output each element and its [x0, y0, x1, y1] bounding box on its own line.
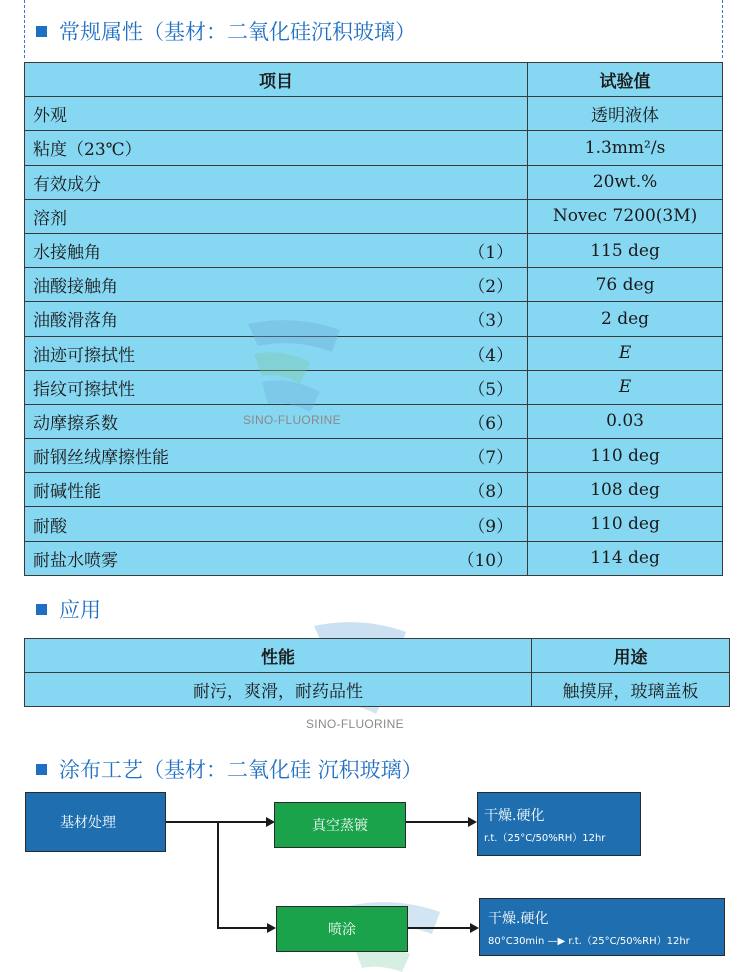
- flow-spray-box: 喷涂: [276, 906, 408, 952]
- watermark-text: SINO-FLUORINE: [306, 717, 404, 731]
- item-footnote-number: （1）: [468, 243, 514, 264]
- watermark-text: SINO-FLUORINE: [243, 413, 341, 427]
- header-item: 项目: [25, 63, 528, 97]
- bullet-square-icon: [36, 764, 47, 775]
- item-footnote-number: （2）: [468, 277, 514, 298]
- table-row: [25, 370, 723, 404]
- item-label: 耐盐水喷雾: [33, 550, 118, 571]
- item-label: 动摩擦系数: [33, 413, 118, 434]
- flow-vacuum-deposition-box: 真空蒸镀: [274, 802, 406, 848]
- cell-value: 108 deg: [528, 473, 723, 507]
- flow-connector: [217, 927, 267, 929]
- header-performance: 性能: [25, 639, 532, 673]
- cell-item: [25, 302, 528, 336]
- item-label: 油酸接触角: [33, 277, 118, 298]
- item-wrapper: [33, 546, 519, 571]
- cell-item: [25, 336, 528, 370]
- item-wrapper: [33, 272, 519, 297]
- cell-value: 110 deg: [528, 507, 723, 541]
- cell-use: 触摸屏，玻璃盖板: [532, 673, 730, 707]
- dashed-guide-right: [722, 0, 723, 58]
- cell-value: E: [528, 370, 723, 404]
- cell-item: [25, 507, 528, 541]
- item-wrapper: [33, 341, 519, 366]
- cell-value: 20wt.%: [528, 165, 723, 199]
- cell-item: [25, 131, 528, 165]
- cell-item: [25, 97, 528, 131]
- cell-value: 1.3mm²/s: [528, 131, 723, 165]
- flow-connector: [406, 821, 468, 823]
- table-row: [25, 302, 723, 336]
- item-label: 有效成分: [33, 174, 101, 195]
- table-header-row: [25, 63, 723, 97]
- item-wrapper: [33, 375, 519, 400]
- item-label: 耐钢丝绒摩擦性能: [33, 448, 169, 469]
- table-row: [25, 507, 723, 541]
- item-label: 油酸滑落角: [33, 311, 118, 332]
- item-wrapper: [33, 101, 519, 126]
- cell-value: 76 deg: [528, 268, 723, 302]
- section-title-coating-process: 涂布工艺（基材：二氧化硅 沉积玻璃）: [36, 754, 423, 784]
- flow-result-box-1: 干燥.硬化 r.t.（25°C/50%RH）12hr: [477, 792, 641, 856]
- table-row: [25, 439, 723, 473]
- item-wrapper: [33, 512, 519, 537]
- item-label: 耐酸: [33, 516, 67, 537]
- section-title-application: 应用: [36, 594, 101, 624]
- table-row: [25, 541, 723, 575]
- item-wrapper: [33, 204, 519, 229]
- table-row: [25, 199, 723, 233]
- cell-value: 2 deg: [528, 302, 723, 336]
- table-row: [25, 336, 723, 370]
- arrow-right-icon: [468, 817, 477, 827]
- table-row: [25, 673, 730, 707]
- table-header-row: [25, 639, 730, 673]
- cell-value: 0.03: [528, 404, 723, 438]
- item-footnote-number: （8）: [468, 482, 514, 503]
- cell-value: 110 deg: [528, 439, 723, 473]
- cell-item: [25, 473, 528, 507]
- item-label: 耐碱性能: [33, 482, 101, 503]
- cell-item: [25, 541, 528, 575]
- long-arrow-icon: —▶: [547, 935, 566, 947]
- table-row: [25, 165, 723, 199]
- dashed-guide-left: [24, 0, 25, 58]
- flow-connector: [166, 821, 266, 823]
- item-footnote-number: （7）: [468, 448, 514, 469]
- item-wrapper: [33, 477, 519, 502]
- cell-item: [25, 268, 528, 302]
- item-label: 外观: [33, 106, 67, 127]
- item-label: 油迹可擦拭性: [33, 345, 135, 366]
- item-label: 水接触角: [33, 243, 101, 264]
- item-footnote-number: （4）: [468, 345, 514, 366]
- table-row: [25, 404, 723, 438]
- table-row: [25, 233, 723, 267]
- cell-value: 114 deg: [528, 541, 723, 575]
- cell-value: E: [528, 336, 723, 370]
- flow-connector: [217, 821, 219, 929]
- item-wrapper: [33, 238, 519, 263]
- item-footnote-number: （6）: [468, 413, 514, 434]
- item-wrapper: [33, 170, 519, 195]
- item-footnote-number: （5）: [468, 379, 514, 400]
- item-wrapper: [33, 306, 519, 331]
- flow-result-box-2: 干燥.硬化 80°C30min —▶ r.t.（25°C/50%RH）12hr: [479, 898, 725, 956]
- item-label: 溶剂: [33, 208, 67, 229]
- cell-value: 透明液体: [528, 97, 723, 131]
- item-footnote-number: （3）: [468, 311, 514, 332]
- flow-result-2-subtext: 80°C30min —▶ r.t.（25°C/50%RH）12hr: [488, 935, 690, 947]
- item-footnote-number: （10）: [457, 550, 514, 571]
- flow-start-box: 基材处理: [25, 792, 166, 852]
- cell-item: [25, 165, 528, 199]
- item-wrapper: [33, 443, 519, 468]
- table-row: [25, 268, 723, 302]
- table-row: [25, 97, 723, 131]
- flow-connector: [408, 927, 470, 929]
- item-label: 指纹可擦拭性: [33, 379, 135, 400]
- arrow-right-icon: [470, 923, 479, 933]
- arrow-right-icon: [267, 923, 276, 933]
- cell-item: [25, 370, 528, 404]
- cell-item: [25, 199, 528, 233]
- item-footnote-number: （9）: [468, 516, 514, 537]
- cell-performance: 耐污，爽滑，耐药品性: [25, 673, 532, 707]
- item-wrapper: [33, 135, 519, 160]
- properties-table: [24, 62, 723, 576]
- cell-item: [25, 439, 528, 473]
- bullet-square-icon: [36, 26, 47, 37]
- cell-item: [25, 233, 528, 267]
- table-row: [25, 131, 723, 165]
- table-row: [25, 473, 723, 507]
- header-value: 试验值: [528, 63, 723, 97]
- application-table: [24, 638, 730, 707]
- cell-value: 115 deg: [528, 233, 723, 267]
- cell-value: Novec 7200(3M): [528, 199, 723, 233]
- section-title-properties: 常规属性（基材：二氧化硅沉积玻璃）: [36, 16, 416, 46]
- item-label: 粘度（23℃）: [33, 140, 142, 161]
- header-use: 用途: [532, 639, 730, 673]
- bullet-square-icon: [36, 604, 47, 615]
